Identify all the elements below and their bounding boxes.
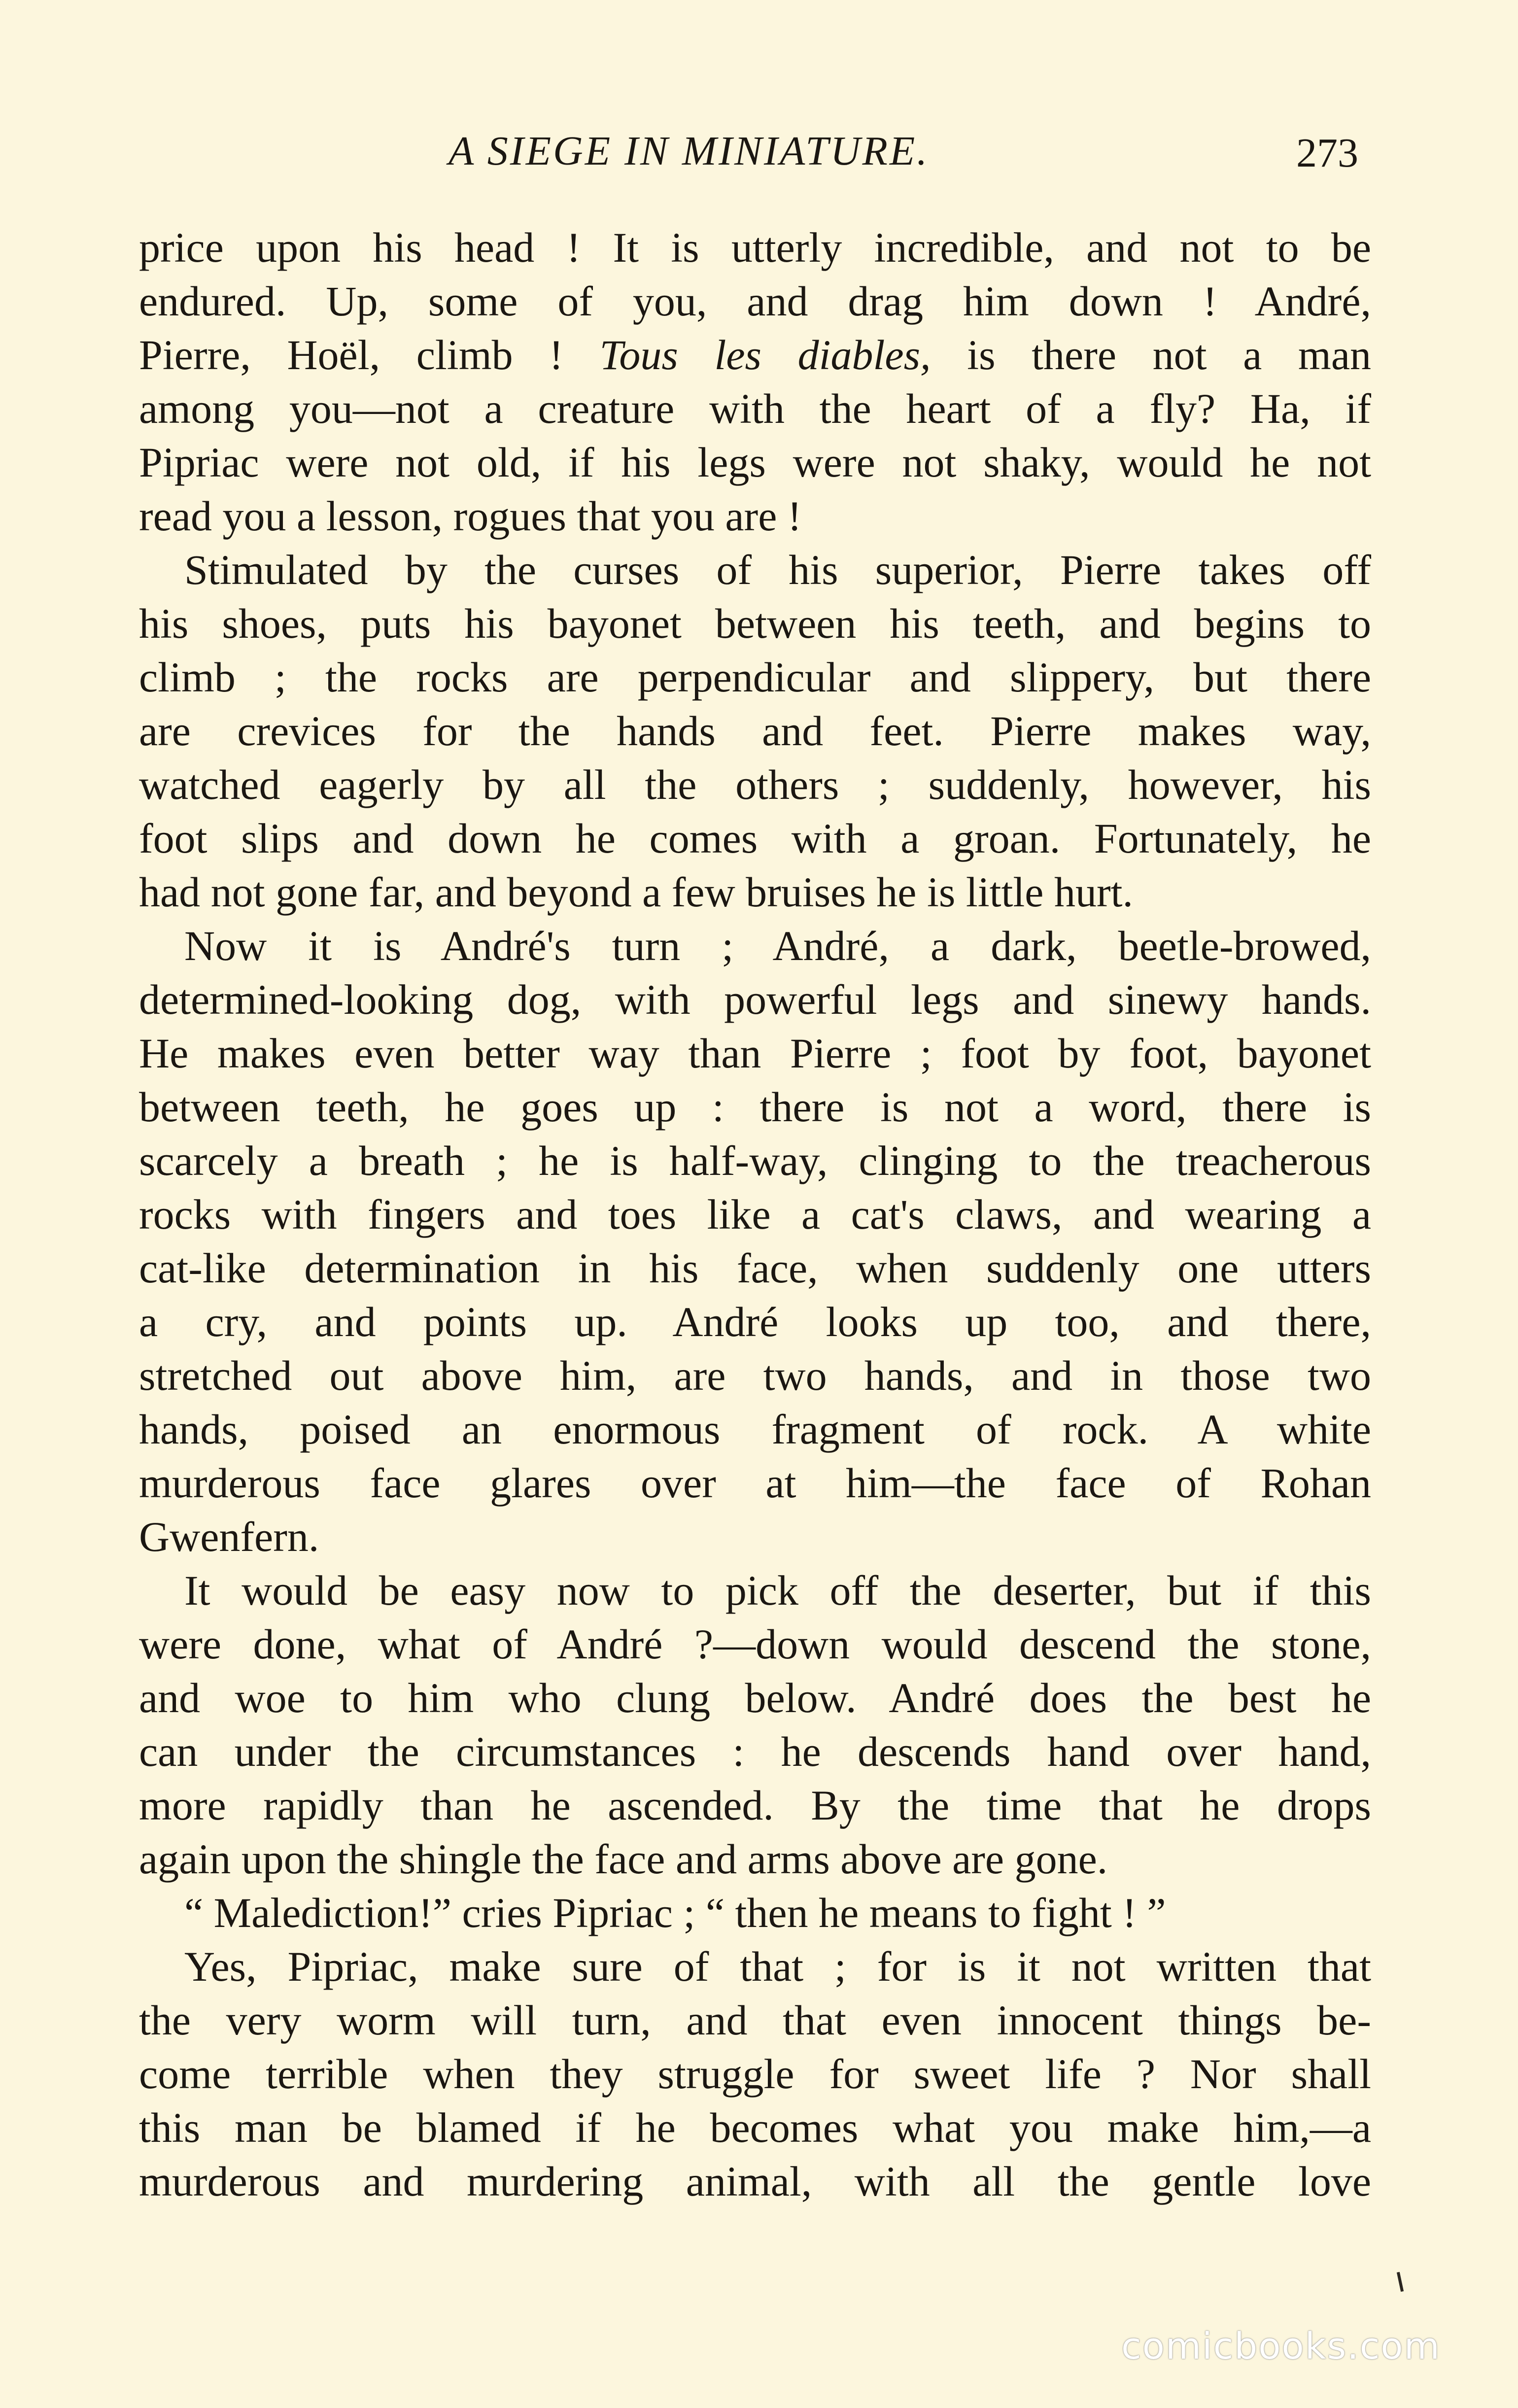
text-line: more rapidly than he ascended. By the time that he drops: [139, 1782, 1371, 1829]
text-line: cat-like determination in his face, when suddenly one utters: [139, 1244, 1371, 1292]
text-line: rocks with fingers and toes like a cat's claws, and wearing a: [139, 1191, 1371, 1238]
text-line: climb ; the rocks are perpendicular and slippery, but there: [139, 654, 1371, 701]
text-line: hands, poised an enormous fragment of rock. A white: [139, 1406, 1371, 1453]
text-line: endured. Up, some of you, and drag him down ! André,: [139, 277, 1371, 325]
running-title: A SIEGE IN MINIATURE.: [448, 128, 930, 174]
text-line: price upon his head ! It is utterly incredible, and not to be: [139, 224, 1371, 271]
text-line: “ Malediction!” cries Pipriac ; “ then he means to fight ! ”: [184, 1889, 1166, 1936]
text-line: foot slips and down he comes with a groan. Fortunately, he: [139, 815, 1371, 862]
text-line: can under the circumstances : he descends hand over hand,: [139, 1728, 1371, 1775]
text-line: determined-looking dog, with powerful legs and sinewy hands.: [139, 976, 1371, 1023]
text-line: scarcely a breath ; he is half-way, clinging to the treacherous: [139, 1137, 1371, 1184]
text-line: stretched out above him, are two hands, and in those two: [139, 1352, 1371, 1399]
text-line: Now it is André's turn ; André, a dark, beetle-browed,: [184, 922, 1371, 969]
text-line: Pipriac were not old, if his legs were not shaky, would he not: [139, 439, 1371, 486]
text-line: Stimulated by the curses of his superior, Pierre takes off: [184, 546, 1371, 593]
text-line: murderous and murdering animal, with all the gentle love: [139, 2158, 1371, 2205]
text-line: had not gone far, and beyond a few bruises he is little hurt.: [139, 868, 1134, 916]
text-line: among you—not a creature with the heart of a fly? Ha, if: [139, 385, 1371, 432]
text-line: between teeth, he goes up : there is not a word, there is: [139, 1083, 1371, 1131]
text-line: Yes, Pipriac, make sure of that ; for is it not written that: [184, 1943, 1371, 1990]
text-line: the very worm will turn, and that even innocent things be-: [139, 1996, 1371, 2044]
text-line: Gwenfern.: [139, 1513, 319, 1560]
text-line: It would be easy now to pick off the deserter, but if this: [184, 1567, 1371, 1614]
text-segment: is there not a man: [967, 331, 1372, 378]
text-line: are crevices for the hands and feet. Pierre makes way,: [139, 707, 1371, 755]
body-text: [139, 221, 1371, 2208]
text-line: murderous face glares over at him—the face of Rohan: [139, 1459, 1371, 1507]
text-segment: Pierre, Hoël, climb !: [139, 331, 563, 378]
watermark: comicbooks.com: [1121, 2325, 1441, 2368]
text-line: [139, 328, 1371, 382]
italic-phrase: Tous les diables,: [599, 331, 931, 378]
page-number: 273: [1296, 130, 1358, 176]
text-line: watched eagerly by all the others ; suddenly, however, his: [139, 761, 1371, 808]
text-line: were done, what of André ?—down would descend the stone,: [139, 1620, 1371, 1668]
text-line: and woe to him who clung below. André does the best he: [139, 1674, 1371, 1721]
stray-ink-mark: [1397, 2272, 1404, 2292]
text-line: again upon the shingle the face and arms above are gone.: [139, 1835, 1108, 1883]
text-line: a cry, and points up. André looks up too, and there,: [139, 1298, 1371, 1345]
text-line: He makes even better way than Pierre ; foot by foot, bayonet: [139, 1030, 1371, 1077]
text-line: this man be blamed if he becomes what you make him,—a: [139, 2104, 1371, 2151]
running-head: [0, 127, 1518, 186]
text-line: come terrible when they struggle for sweet life ? Nor shall: [139, 2050, 1371, 2098]
text-line: his shoes, puts his bayonet between his teeth, and begins to: [139, 600, 1371, 647]
text-line: read you a lesson, rogues that you are !: [139, 492, 802, 540]
